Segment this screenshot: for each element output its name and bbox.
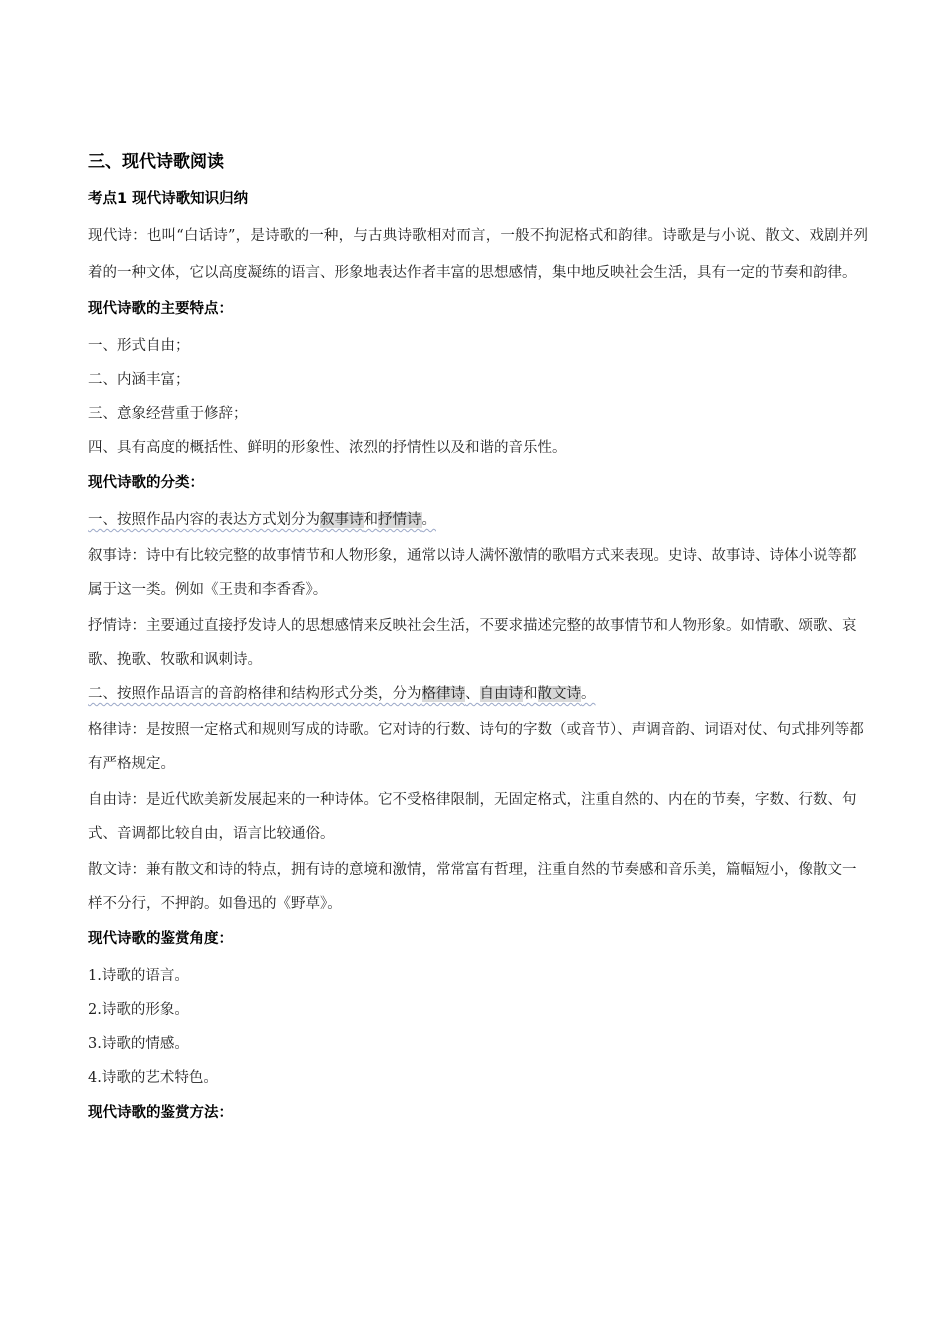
intro-paragraph: 现代诗：也叫“白话诗”，是诗歌的一种，与古典诗歌相对而言，一般不拘泥格式和韵律。诗歌是与小说、散文、戏剧并列着的一种文体，它以高度凝练的语言、形象地表达作者丰富的思想感情，集中地反映社会生活，具有一定的节奏和韵律。 bbox=[88, 228, 868, 281]
c1-and: 和 bbox=[363, 512, 378, 528]
term-prose: 散文诗 bbox=[537, 686, 581, 702]
feature-item-1: 一、形式自由； bbox=[88, 338, 190, 354]
term-narrative: 叙事诗 bbox=[320, 512, 364, 528]
c2-sep: 、 bbox=[465, 686, 480, 702]
kaodian-title: 考点1 现代诗歌知识归纳 bbox=[88, 191, 249, 207]
classification-2-text bbox=[88, 686, 596, 702]
feature-item-2: 二、内涵丰富； bbox=[88, 372, 190, 388]
term-metrical: 格律诗 bbox=[421, 686, 465, 702]
document-page bbox=[88, 150, 868, 1133]
angle-item-3: 3.诗歌的情感。 bbox=[88, 1036, 189, 1052]
section-title: 三、现代诗歌阅读 bbox=[88, 152, 224, 172]
free-paragraph: 自由诗：是近代欧美新发展起来的一种诗体。它不受格律限制，无固定格式，注重自然的、内在的节奏，字数、行数、句式、音调都比较自由，语言比较通俗。 bbox=[88, 792, 857, 842]
c2-end: 。 bbox=[581, 686, 596, 702]
classification-2 bbox=[88, 677, 868, 711]
classification-1 bbox=[88, 503, 868, 537]
c2-prefix: 二、按照作品语言的音韵格律和结构形式分类，分为 bbox=[88, 686, 422, 702]
angles-heading: 现代诗歌的鉴赏角度： bbox=[88, 931, 233, 947]
c1-prefix: 一、按照作品内容的表达方式划分为 bbox=[88, 512, 320, 528]
c1-end: 。 bbox=[421, 512, 436, 528]
feature-item-3: 三、意象经营重于修辞； bbox=[88, 406, 248, 422]
term-free: 自由诗 bbox=[479, 686, 523, 702]
features-heading: 现代诗歌的主要特点： bbox=[88, 301, 233, 317]
methods-heading: 现代诗歌的鉴赏方法： bbox=[88, 1105, 233, 1121]
prose-paragraph: 散文诗：兼有散文和诗的特点，拥有诗的意境和激情，常常富有哲理，注重自然的节奏感和音乐美，篇幅短小，像散文一样不分行，不押韵。如鲁迅的《野草》。 bbox=[88, 862, 857, 912]
angle-item-4: 4.诗歌的艺术特色。 bbox=[88, 1070, 218, 1086]
angle-item-1: 1.诗歌的语言。 bbox=[88, 968, 189, 984]
classification-heading: 现代诗歌的分类： bbox=[88, 475, 204, 491]
feature-item-4: 四、具有高度的概括性、鲜明的形象性、浓烈的抒情性以及和谐的音乐性。 bbox=[88, 440, 567, 456]
metrical-paragraph: 格律诗：是按照一定格式和规则写成的诗歌。它对诗的行数、诗句的字数（或音节）、声调音韵、词语对仗、句式排列等都有严格规定。 bbox=[88, 722, 864, 772]
classification-1-text bbox=[88, 512, 436, 528]
narrative-paragraph: 叙事诗：诗中有比较完整的故事情节和人物形象，通常以诗人满怀激情的歌唱方式来表现。史诗、故事诗、诗体小说等都属于这一类。例如《王贵和李香香》。 bbox=[88, 548, 857, 598]
angle-item-2: 2.诗歌的形象。 bbox=[88, 1002, 189, 1018]
lyric-paragraph: 抒情诗：主要通过直接抒发诗人的思想感情来反映社会生活，不要求描述完整的故事情节和人物形象。如情歌、颂歌、哀歌、挽歌、牧歌和讽刺诗。 bbox=[88, 618, 857, 668]
term-lyric: 抒情诗 bbox=[378, 512, 422, 528]
c2-and: 和 bbox=[523, 686, 538, 702]
